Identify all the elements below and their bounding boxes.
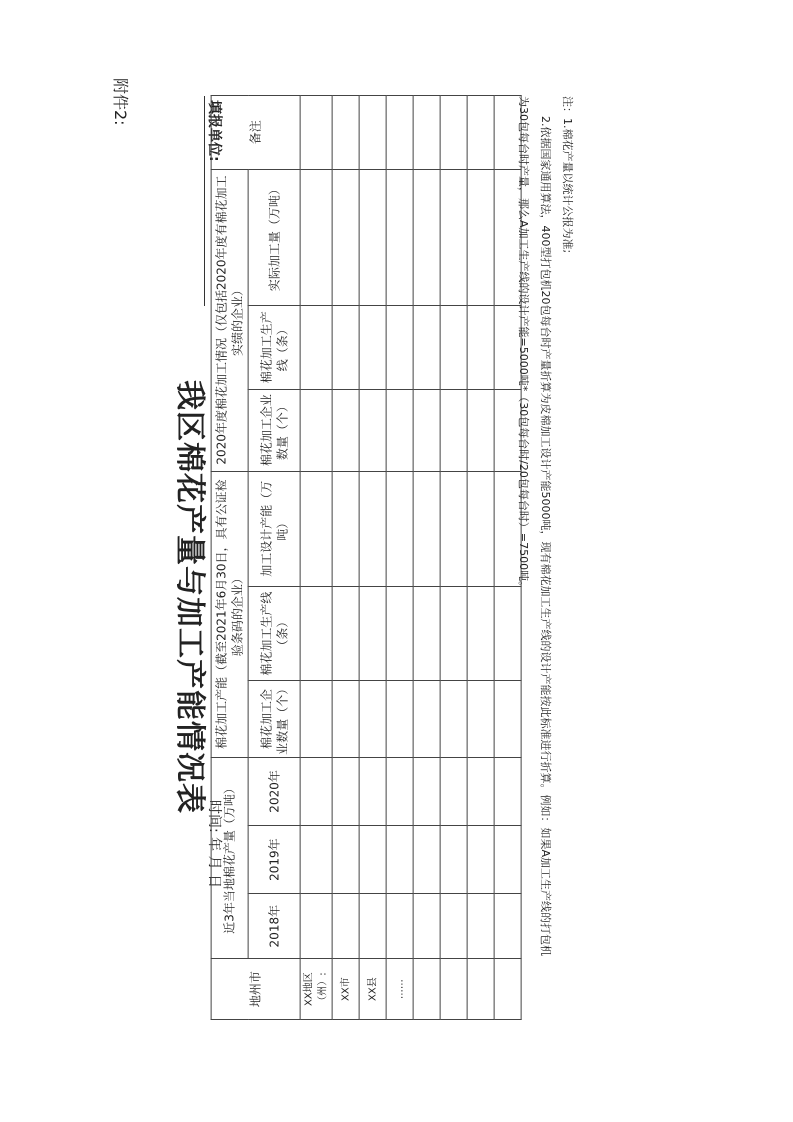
table-row <box>441 96 468 1020</box>
page-title: 我区棉花产量与加工产能情况表 <box>172 380 207 814</box>
table-cell <box>301 586 333 680</box>
table-cell <box>360 96 387 170</box>
table-row <box>333 96 360 1020</box>
table-cell <box>333 894 360 959</box>
table-cell <box>387 96 414 170</box>
footnotes <box>512 96 578 1056</box>
table-cell <box>360 389 387 471</box>
table-cell <box>387 826 414 894</box>
row-label <box>441 959 468 1020</box>
table-cell <box>414 96 441 170</box>
row-label: …… <box>387 959 414 1020</box>
footnote-3: 为30包每台时产量，那么A加工生产线的设计产能=5000吨*（30包每台时/20包每台时）=7500吨。 <box>517 96 530 593</box>
footnote-1: 注：1.棉花产量以统计公报为准; <box>561 96 574 254</box>
header-cotton-output: 近3年当地棉花产量（万吨） <box>211 757 248 958</box>
table-cell <box>441 169 468 305</box>
table-cell <box>301 681 333 758</box>
table-cell <box>468 894 495 959</box>
table-cell <box>441 96 468 170</box>
row-label <box>414 959 441 1020</box>
table-cell <box>387 894 414 959</box>
table-cell <box>301 826 333 894</box>
table-cell <box>360 586 387 680</box>
table-cell <box>360 826 387 894</box>
header-remarks: 备注 <box>211 96 300 170</box>
table-cell <box>414 305 441 389</box>
table-cell <box>468 757 495 825</box>
row-label: XX地区（州）: <box>301 959 333 1020</box>
table-cell <box>441 757 468 825</box>
table-cell <box>333 757 360 825</box>
table-cell <box>333 305 360 389</box>
table-cell <box>333 471 360 586</box>
table-cell <box>414 826 441 894</box>
table-cell <box>468 96 495 170</box>
capacity-table <box>211 95 522 1020</box>
table-cell <box>333 169 360 305</box>
filler-underline <box>204 96 205 306</box>
header-processing-lines: 棉花加工生产线（条） <box>249 305 301 389</box>
table-cell <box>387 305 414 389</box>
table-cell <box>414 894 441 959</box>
table-cell <box>360 471 387 586</box>
table-cell <box>468 305 495 389</box>
table-cell <box>414 681 441 758</box>
table-cell <box>441 681 468 758</box>
header-capacity: 棉花加工产能（截至2021年6月30日，具有公证检验条码的企业） <box>211 471 248 757</box>
table-cell <box>387 471 414 586</box>
table-cell <box>414 471 441 586</box>
table-cell <box>468 586 495 680</box>
header-2019: 2019年 <box>249 826 301 894</box>
table-cell <box>301 757 333 825</box>
table-cell <box>387 389 414 471</box>
header-processing: 2020年度棉花加工情况（仅包括2020年度有棉花加工实绩的企业） <box>211 169 248 471</box>
table-cell <box>414 757 441 825</box>
row-label: XX市 <box>333 959 360 1020</box>
header-processing-enterprises: 棉花加工企业数量（个） <box>249 389 301 471</box>
table-cell <box>468 389 495 471</box>
table-cell <box>360 681 387 758</box>
table-cell <box>441 305 468 389</box>
filler-label: 填报单位: <box>206 100 222 162</box>
table-cell <box>360 305 387 389</box>
table-cell <box>468 471 495 586</box>
attachment-label: 附件2: <box>111 78 130 126</box>
table-cell <box>387 586 414 680</box>
table-cell <box>333 586 360 680</box>
table-cell <box>441 826 468 894</box>
table-cell <box>333 826 360 894</box>
header-region: 地州市 <box>211 959 300 1020</box>
table-cell <box>333 389 360 471</box>
table-cell <box>301 471 333 586</box>
row-label: XX县 <box>360 959 387 1020</box>
table-cell <box>441 471 468 586</box>
table-row <box>468 96 495 1020</box>
table-cell <box>301 894 333 959</box>
table-row <box>360 96 387 1020</box>
table-cell <box>387 681 414 758</box>
table-cell <box>414 586 441 680</box>
table-cell <box>414 389 441 471</box>
header-capacity-lines: 棉花加工生产线（条） <box>249 586 301 680</box>
table-row <box>301 96 333 1020</box>
header-capacity-design: 加工设计产能（万吨） <box>249 471 301 586</box>
table-cell <box>414 169 441 305</box>
table-cell <box>301 305 333 389</box>
table-cell <box>301 96 333 170</box>
table-cell <box>441 389 468 471</box>
table-cell <box>468 826 495 894</box>
table-row <box>387 96 414 1020</box>
header-capacity-enterprises: 棉花加工企业数量（个） <box>249 681 301 758</box>
table-cell <box>360 757 387 825</box>
header-2018: 2018年 <box>249 894 301 959</box>
header-2020: 2020年 <box>249 757 301 825</box>
header-processing-actual: 实际加工量（万吨） <box>249 169 301 305</box>
table-cell <box>441 586 468 680</box>
table-row <box>414 96 441 1020</box>
row-label <box>468 959 495 1020</box>
table-cell <box>441 894 468 959</box>
table-cell <box>301 389 333 471</box>
table-cell <box>387 757 414 825</box>
table-cell <box>468 681 495 758</box>
table-cell <box>360 169 387 305</box>
time-label: 时间: 年 月 日 <box>206 800 222 889</box>
table-cell <box>333 681 360 758</box>
table-cell <box>468 169 495 305</box>
table-cell <box>301 169 333 305</box>
table-cell <box>333 96 360 170</box>
table-cell <box>387 169 414 305</box>
footnote-2: 2.依据国家通用算法，400型打包机20包每台时产量折算为皮棉加工设计产能5000吨，现有棉花加工生产线的设计产能按此标准进行折算。例如：如果A加工生产线的打包机 <box>539 116 552 957</box>
table-cell <box>360 894 387 959</box>
